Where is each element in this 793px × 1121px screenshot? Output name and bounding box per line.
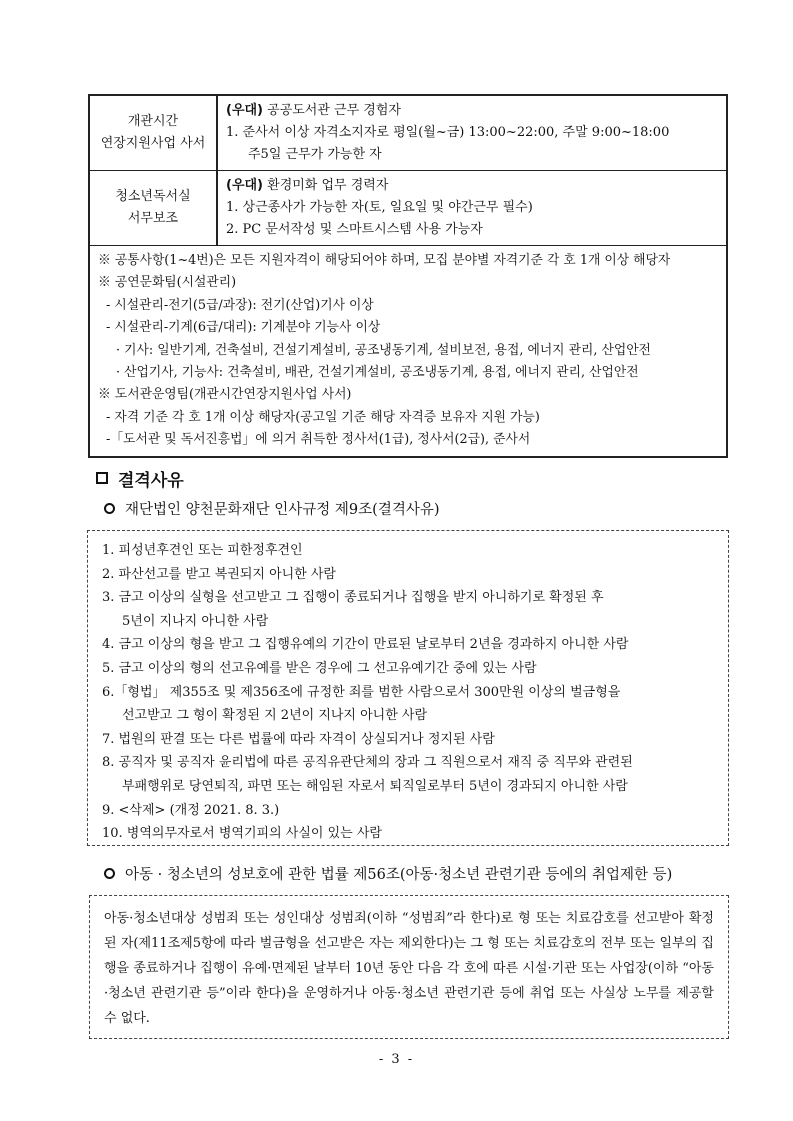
page-number: - 3 -	[378, 1052, 415, 1067]
requirement-line: 1. 준사서 이상 자격소지자로 평일(월~금) 13:00~22:00, 주말 9:00~18:00	[226, 125, 670, 140]
row-label	[89, 95, 217, 171]
preference-text: 공공도서관 근무 경험자	[263, 103, 401, 118]
subheading-law	[104, 862, 672, 884]
label-line: 서무보조	[127, 211, 179, 226]
note-line: - 시설관리-기계(6급/대리): 기계분야 기능사 이상	[106, 320, 381, 336]
item-line: 5. 금고 이상의 형의 선고유예를 받은 경우에 그 선고유예기간 중에 있는 사람	[102, 660, 537, 676]
section-heading	[96, 466, 184, 490]
item-line: 1. 피성년후견인 또는 피한정후견인	[102, 543, 303, 558]
row-label	[89, 171, 217, 246]
item-line: 9. <삭제> (개정 2021. 8. 3.)	[102, 802, 280, 818]
preference-line	[226, 100, 718, 122]
preference-tag: (우대)	[226, 103, 263, 118]
section-title: 결격사유	[118, 470, 184, 491]
preference-tag: (우대)	[226, 178, 263, 193]
note-line: · 기사: 일반기계, 건축설비, 건설기계설비, 공조냉동기계, 설비보전, 용접, 에너지 관리, 산업안전	[116, 342, 651, 358]
law-text-box	[89, 895, 729, 1039]
list-item	[102, 657, 714, 681]
note-line: -「도서관 및 독서진흥법」에 의거 취득한 정사서(1급), 정사서(2급), 준사서	[106, 432, 531, 448]
note-line: ※ 공통사항(1~4번)은 모든 지원자격이 해당되어야 하며, 모집 분야별 자격기준 각 호 1개 이상 해당자	[98, 253, 671, 268]
circle-bullet-icon	[104, 868, 115, 879]
label-line: 개관시간	[127, 114, 179, 129]
item-line: 3. 금고 이상의 실형을 선고받고 그 집행이 종료되거나 집행을 받지 아니하기로 확정된 후	[102, 590, 604, 606]
item-line: 선고받고 그 형이 확정된 지 2년이 지나지 아니한 사람	[122, 708, 428, 724]
list-item	[102, 799, 714, 823]
item-line: 10. 병역의무자로서 병역기피의 사실이 있는 사람	[102, 826, 382, 842]
list-item	[102, 681, 714, 728]
list-item	[102, 586, 714, 633]
item-line: 2. 파산선고를 받고 복권되지 아니한 사람	[102, 566, 336, 582]
square-bullet-icon	[96, 472, 108, 484]
list-item	[102, 822, 714, 846]
row-content	[217, 95, 727, 171]
preference-line	[226, 175, 718, 197]
requirement-line: 주5일 근무가 가능한 자	[248, 147, 382, 162]
label-line: 연장지원사업 사서	[100, 136, 206, 151]
requirement-line: 2. PC 문서작성 및 스마트시스템 사용 가능자	[226, 222, 483, 237]
item-line: 부패행위로 당연퇴직, 파면 또는 해임된 자로서 퇴직일로부터 5년이 경과되지 아니한 사람	[122, 778, 628, 794]
subheading-regulation	[104, 497, 440, 519]
list-item	[102, 728, 714, 752]
item-line: 5년이 지나지 아니한 사람	[122, 613, 269, 629]
label-line: 청소년독서실	[115, 189, 191, 204]
table-row	[89, 171, 727, 246]
item-line: 8. 공직자 및 공직자 윤리법에 따른 공직유관단체의 장과 그 직원으로서 재직 중 직무와 관련된	[102, 755, 633, 771]
requirement-line: 1. 상근종사가 가능한 자(토, 일요일 및 야간근무 필수)	[226, 200, 533, 215]
note-line: ※ 도서관운영팀(개관시간연장지원사업 사서)	[98, 387, 352, 403]
note-line: - 시설관리-전기(5급/과장): 전기(산업)기사 이상	[106, 297, 374, 313]
item-line: 4. 금고 이상의 형을 받고 그 집행유예의 기간이 만료된 날로부터 2년을 경과하지 아니한 사람	[102, 637, 629, 653]
subheading-text: 재단법인 양천문화재단 인사규정 제9조(결격사유)	[125, 501, 440, 518]
item-line: 6.「형법」 제355조 및 제356조에 규정한 죄를 범한 사람으로서 300만원 이상의 벌금형을	[102, 684, 621, 700]
row-content	[217, 171, 727, 246]
note-line: - 자격 기준 각 호 1개 이상 해당자(공고일 기준 해당 자격증 보유자 지원 가능)	[106, 409, 540, 425]
subheading-text: 아동 · 청소년의 성보호에 관한 법률 제56조(아동·청소년 관련기관 등에의 취업제한 등)	[125, 866, 673, 883]
disqualification-list	[102, 539, 714, 846]
list-item	[102, 633, 714, 657]
list-item	[102, 539, 714, 563]
disqualification-list-box	[87, 530, 729, 846]
notes-cell	[89, 246, 727, 457]
law-text: 아동·청소년대상 성범죄 또는 성인대상 성범죄(이하 “성범죄”라 한다)로 형 또는 치료감호를 선고받아 확정된 자(제11조제5항에 따라 벌금형을 선고받은 자는 제외한다)는 그 형 또는 치료감호의 전부 또는 일부의 집행을 종료하거나 집행이 유예·면제된 날부터 10년 동안 다음 각 호에 따른 시설·기관 또는 사업장(이하 “아동·청소년 관련기관 등”이라 한다)을 운영하거나 아동·청소년 관련기관 등에 취업 또는 사실상 노무를 제공할 수 없다.	[104, 911, 714, 1026]
preference-text: 환경미화 업무 경력자	[263, 178, 389, 193]
list-item	[102, 751, 714, 798]
notes-row	[89, 246, 727, 457]
list-item	[102, 563, 714, 587]
note-line: · 산업기사, 기능사: 건축설비, 배관, 건설기계설비, 공조냉동기계, 용접, 에너지 관리, 산업안전	[116, 365, 639, 381]
table-row	[89, 95, 727, 171]
note-line: ※ 공연문화팀(시설관리)	[98, 275, 237, 291]
circle-bullet-icon	[104, 503, 115, 514]
qualification-table	[88, 94, 728, 458]
item-line: 7. 법원의 판결 또는 다른 법률에 따라 자격이 상실되거나 정지된 사람	[102, 731, 495, 747]
